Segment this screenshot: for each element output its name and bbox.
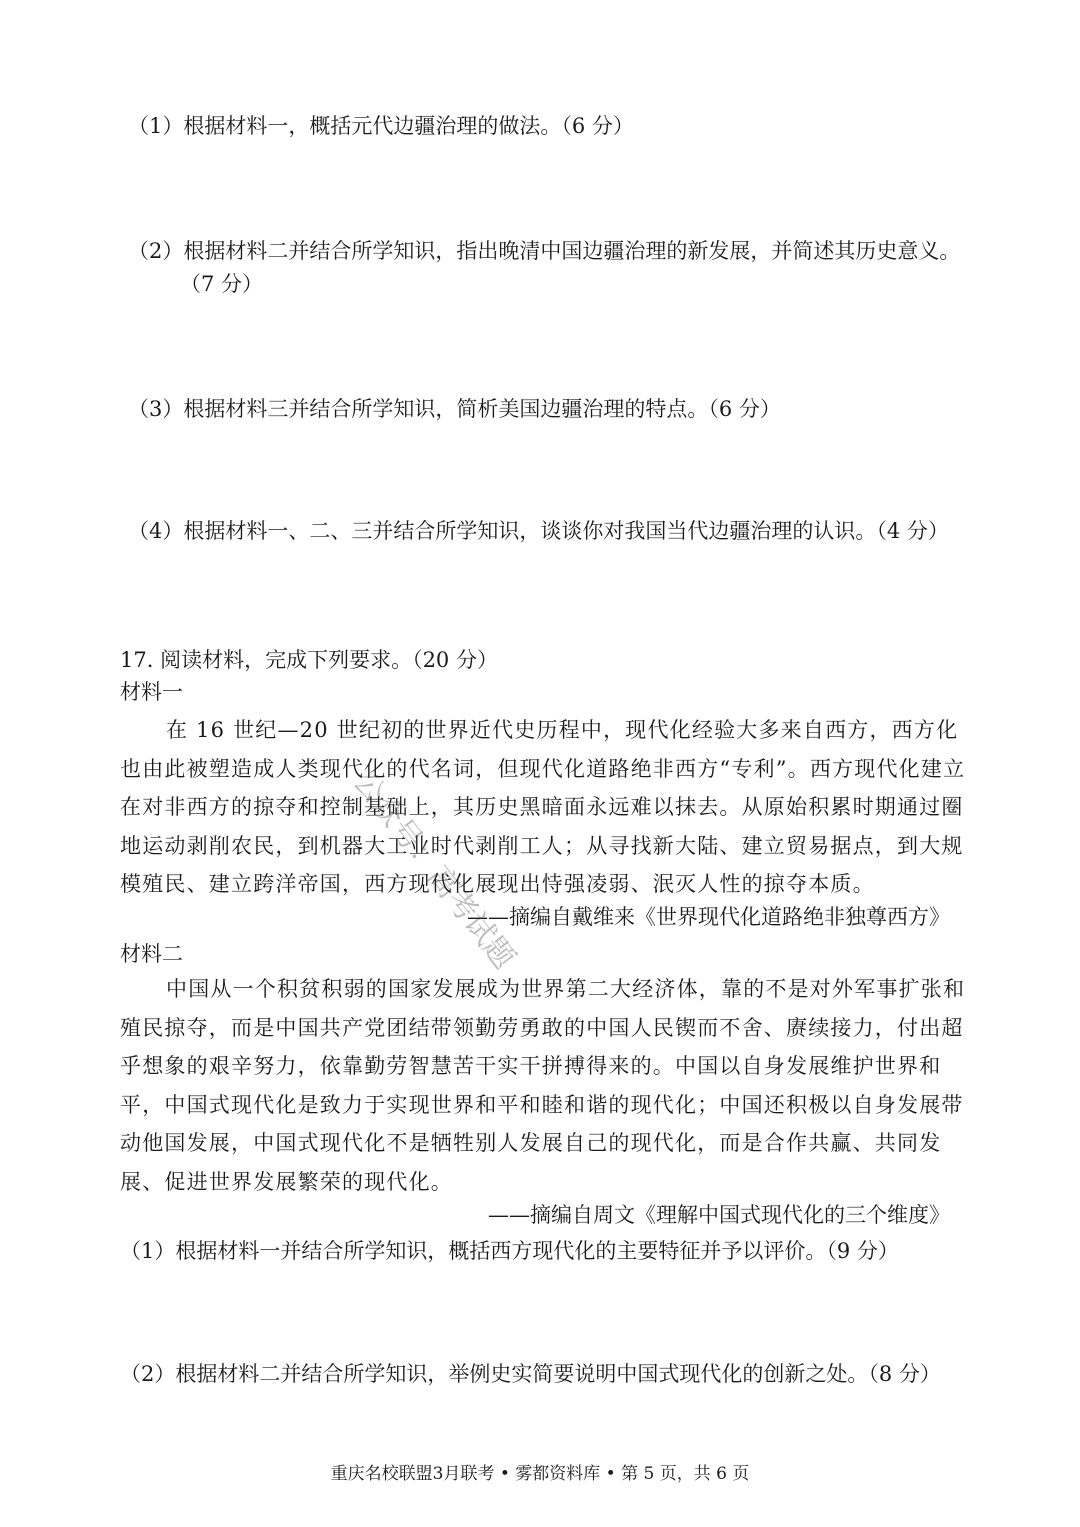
question-16-3: （3）根据材料三并结合所学知识，简析美国边疆治理的特点。（6 分） (128, 397, 781, 421)
question-17-heading: 17. 阅读材料，完成下列要求。（20 分） (120, 648, 498, 672)
question-17-1: （1）根据材料一并结合所学知识，概括西方现代化的主要特征并予以评价。（9 分） (120, 1239, 899, 1263)
material-1-source: ——摘编自戴维来《世界现代化道路绝非独尊西方》 (467, 905, 950, 929)
watermark: 公众号：高考试题 (346, 764, 522, 976)
material-2-text: 中国从一个积贫积弱的国家发展成为世界第二大经济体，靠的不是对外军事扩张和殖民掠夺，而是中国共产党团结带领勤劳勇敢的中国人民锲而不舍、赓续接力，付出超乎想象的艰辛努力，依靠勤劳智慧苦干实干拼搏得来的。中国以自身发展维护世界和平，中国式现代化是致力于实现世界和平和睦和谐的现代化；中国还积极以自身发展带动他国发展，中国式现代化不是牺牲别人发展自己的现代化，而是合作共赢、共同发展、促进世界发展繁荣的现代化。 (120, 977, 966, 1194)
question-16-2: （2）根据材料二并结合所学知识，指出晚清中国边疆治理的新发展，并简述其历史意义。 (128, 239, 961, 263)
question-17-2: （2）根据材料二并结合所学知识，举例史实简要说明中国式现代化的创新之处。（8 分） (120, 1362, 941, 1386)
question-16-2-score: （7 分） (180, 272, 264, 296)
page-footer: 重庆名校联盟3月联考 • 雾都资料库 • 第 5 页，共 6 页 (330, 1464, 750, 1484)
material-1-text: 在 16 世纪—20 世纪初的世界近代史历程中，现代化经验大多来自西方，西方化也由此被塑造成人类现代化的代名词，但现代化道路绝非西方“专利”。西方现代化建立在对非西方的掠夺和控制基础上，其历史黑暗面永远难以抹去。从原始积累时期通过圈地运动剥削农民，到机器大工业时代剥削工人；从寻找新大陆、建立贸易据点，到大规模殖民、建立跨洋帝国，西方现代化展现出恃强凌弱、泯灭人性的掠夺本质。 (120, 718, 966, 897)
question-16-4: （4）根据材料一、二、三并结合所学知识，谈谈你对我国当代边疆治理的认识。（4 分） (128, 519, 949, 543)
material-1-label: 材料一 (120, 680, 183, 704)
question-16-1: （1）根据材料一，概括元代边疆治理的做法。（6 分） (128, 114, 634, 138)
material-2-source: ——摘编自周文《理解中国式现代化的三个维度》 (488, 1203, 950, 1227)
material-2-label: 材料二 (120, 942, 183, 966)
